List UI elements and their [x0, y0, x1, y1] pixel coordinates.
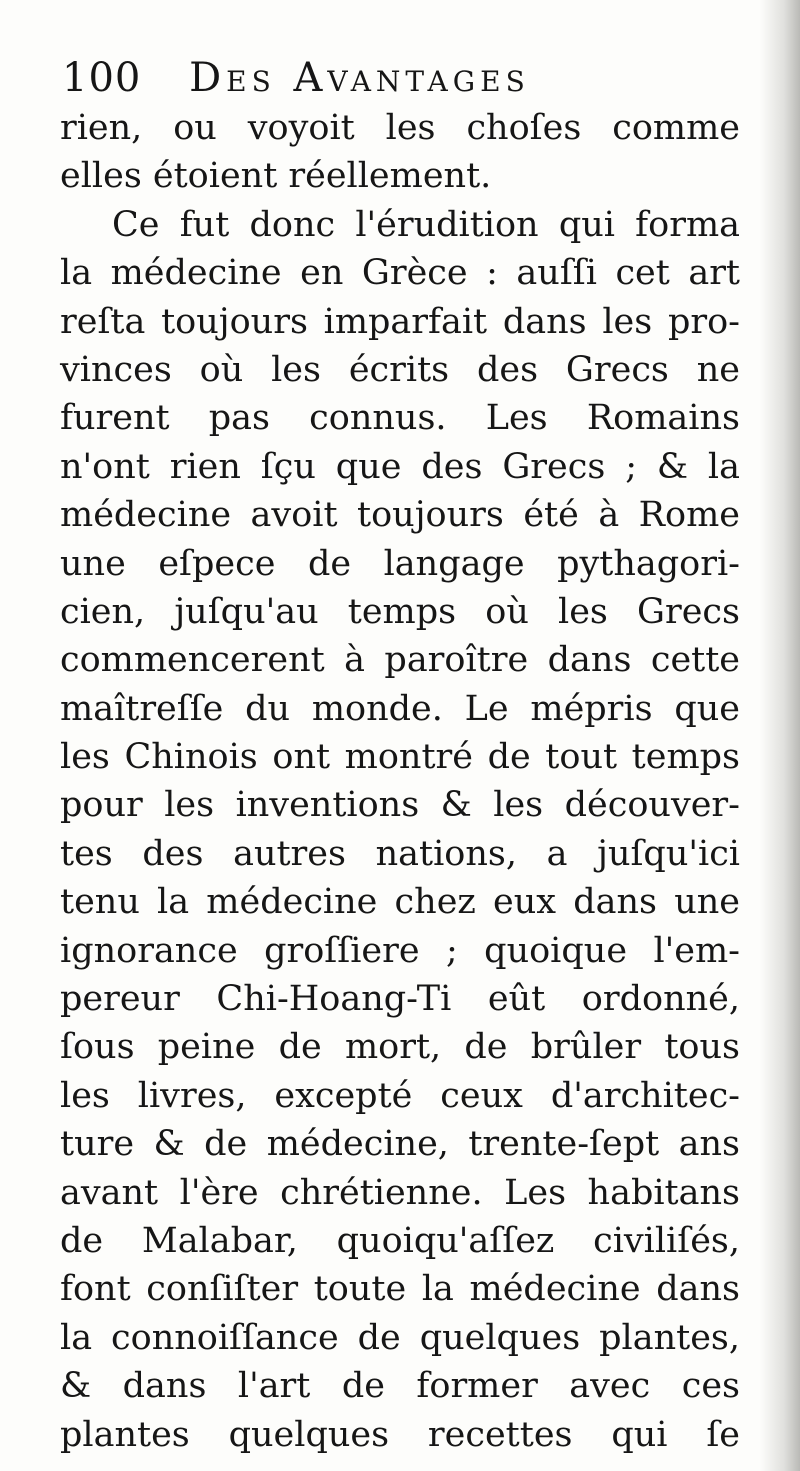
text-line: commencerent à paroître dans cette — [60, 640, 740, 681]
running-header — [62, 48, 530, 108]
text-line: font conſiſter toute la médecine dans — [60, 1269, 740, 1310]
text-line: la médecine en Grèce : auſſi cet art — [60, 253, 740, 294]
text-line: rien, ou voyoit les choſes comme — [60, 108, 740, 148]
text-line: elles étoient réellement. — [60, 156, 492, 197]
text-line: & dans l'art de former avec ces — [60, 1366, 740, 1407]
text-line: les livres, excepté ceux d'architec- — [60, 1075, 740, 1116]
text-line: reſta toujours imparfait dans les pro- — [60, 301, 740, 342]
text-line: les Chinois ont montré de tout temps — [60, 737, 740, 778]
text-line: cien, juſqu'au temps où les Grecs — [60, 591, 740, 632]
text-line: pour les inventions & les découver- — [60, 785, 740, 826]
text-line: plantes quelques recettes qui ſe — [60, 1414, 740, 1455]
text-line: Ce fut donc l'érudition qui forma — [112, 204, 740, 245]
text-line: ignorance groſſiere ; quoique l'em- — [60, 930, 740, 971]
running-title: Des Avantages — [189, 55, 530, 101]
text-line: furent pas connus. Les Romains — [60, 398, 740, 439]
text-line: pereur Chi-Hoang-Ti eût ordonné, — [60, 979, 740, 1020]
text-line: tes des autres nations, a juſqu'ici — [60, 833, 740, 874]
text-line: ſous peine de mort, de brûler tous — [60, 1027, 740, 1068]
text-line: avant l'ère chrétienne. Les habitans — [60, 1172, 740, 1213]
text-line: ture & de médecine, trente-ſept ans — [60, 1124, 740, 1165]
page-number: 100 — [62, 55, 142, 101]
text-line: médecine avoit toujours été à Rome — [60, 495, 740, 536]
text-line: tenu la médecine chez eux dans une — [60, 882, 740, 923]
page-gutter-shadow — [760, 0, 800, 1471]
body-text — [60, 104, 740, 1459]
text-line: une eſpece de langage pythagori- — [60, 543, 740, 584]
text-line: maîtreſſe du monde. Le mépris que — [60, 688, 740, 729]
text-line: de Malabar, quoiqu'aſſez civiliſés, — [60, 1220, 740, 1261]
text-line: n'ont rien ſçu que des Grecs ; & la — [60, 446, 740, 487]
text-line: vinces où les écrits des Grecs ne — [60, 349, 740, 390]
text-line: la connoiſſance de quelques plantes, — [60, 1317, 740, 1358]
